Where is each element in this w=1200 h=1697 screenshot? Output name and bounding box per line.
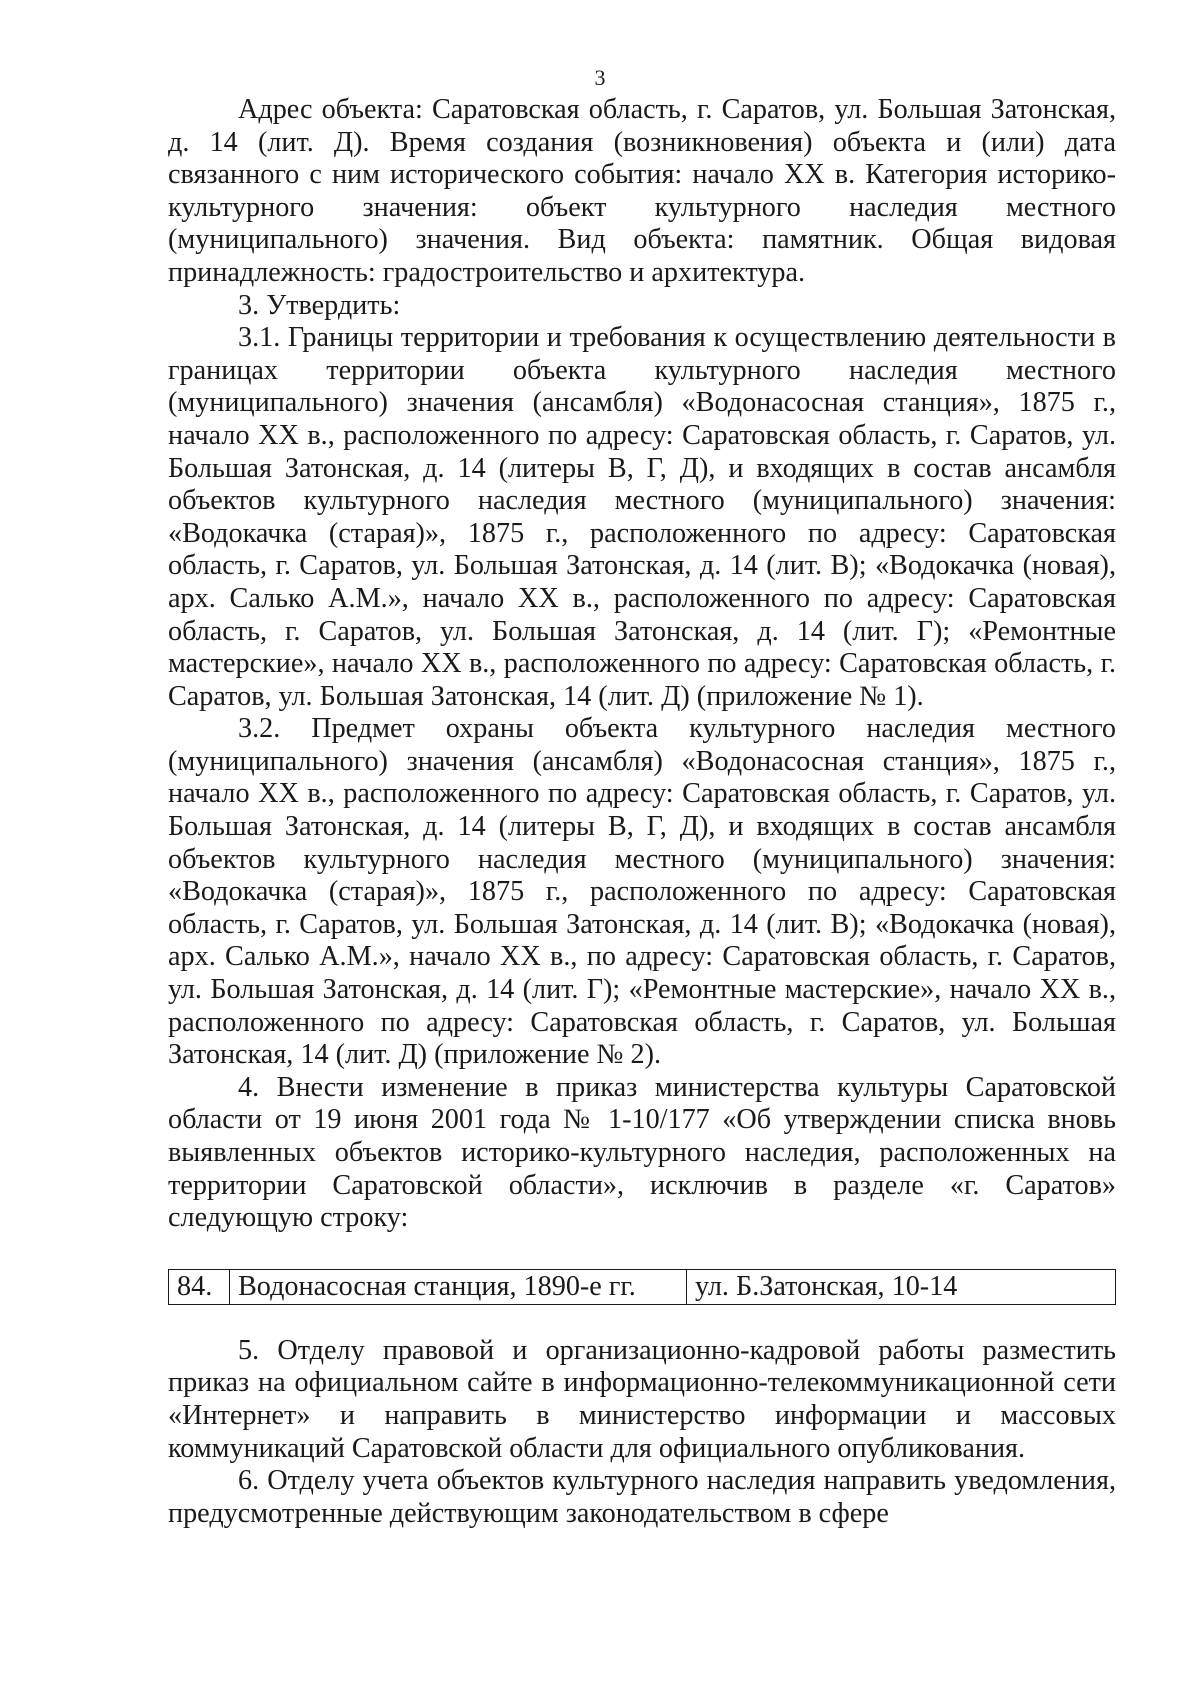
excluded-row-table: [168, 1269, 1116, 1305]
table-row: [169, 1269, 1116, 1304]
document-body: [168, 94, 1116, 1530]
paragraph-3-2-protection-subject: 3.2. Предмет охраны объекта культурного наследия местного (муниципального) значения (ансамбля) «Водонасосная станция», 1875 г., начало XX в., расположенного по адресу: Саратовская область, г. Саратов, ул. Большая Затонская, д. 14 (литеры В, Г, Д), и входящих в состав ансамбля объектов культурного наследия местного (муниципального) значения: «Водокачка (старая)», 1875 г., расположенного по адресу: Саратовская область, г. Саратов, ул. Большая Затонская, д. 14 (лит. В); «Водокачка (новая), арх. Салько А.М.», начало XX в., по адресу: Саратовская область, г. Саратов, ул. Большая Затонская, д. 14 (лит. Г); «Ремонтные мастерские», начало XX в., расположенного по адресу: Саратовская область, г. Саратов, ул. Большая Затонская, 14 (лит. Д) (приложение № 2).: [168, 713, 1116, 1071]
paragraph-3-1-boundaries: 3.1. Границы территории и требования к осуществлению деятельности в границах территории объекта культурного наследия местного (муниципального) значения (ансамбля) «Водонасосная станция», 1875 г., начало XX в., расположенного по адресу: Саратовская область, г. Саратов, ул. Большая Затонская, д. 14 (литеры В, Г, Д), и входящих в состав ансамбля объектов культурного наследия местного (муниципального) значения: «Водокачка (старая)», 1875 г., расположенного по адресу: Саратовская область, г. Саратов, ул. Большая Затонская, д. 14 (лит. В); «Водокачка (новая), арх. Салько А.М.», начало XX в., расположенного по адресу: Саратовская область, г. Саратов, ул. Большая Затонская, д. 14 (лит. Г); «Ремонтные мастерские», начало XX в., расположенного по адресу: Саратовская область, г. Саратов, ул. Большая Затонская, 14 (лит. Д) (приложение № 1).: [168, 322, 1116, 712]
paragraph-approve: 3. Утвердить:: [238, 289, 401, 321]
object-name-cell: Водонасосная станция, 1890-е гг.: [230, 1269, 687, 1304]
paragraph-5-publication: 5. Отделу правовой и организационно-кадровой работы разместить приказ на официальном сайте в информационно-телекоммуникационной сети «Интернет» и направить в министерство информации и массовых коммуникаций Саратовской области для официального опубликования.: [168, 1334, 1116, 1464]
paragraph-4-order-amendment: 4. Внести изменение в приказ министерства культуры Саратовской области от 19 июня 2001 года № 1-10/177 «Об утверждении списка вновь выявленных объектов историко-культурного наследия, расположенных на территории Саратовской области», исключив в разделе «г. Саратов» следующую строку:: [168, 1071, 1116, 1234]
page-number: 3: [594, 65, 606, 90]
object-address-cell: ул. Б.Затонская, 10-14: [687, 1269, 1116, 1304]
paragraph-object-address: Адрес объекта: Саратовская область, г. Саратов, ул. Большая Затонская, д. 14 (лит. Д). Время создания (возникновения) объекта и (или) дата связанного с ним исторического события: начало XX в. Категория историко-культурного значения: объект культурного наследия местного (муниципального) значения. Вид объекта: памятник. Общая видовая принадлежность: градостроительство и архитектура.: [168, 94, 1116, 288]
paragraph-6-notifications: 6. Отделу учета объектов культурного наследия направить уведомления, предусмотренные действующим законодательством в сфере: [168, 1465, 1116, 1529]
row-number-cell: 84.: [169, 1269, 230, 1304]
